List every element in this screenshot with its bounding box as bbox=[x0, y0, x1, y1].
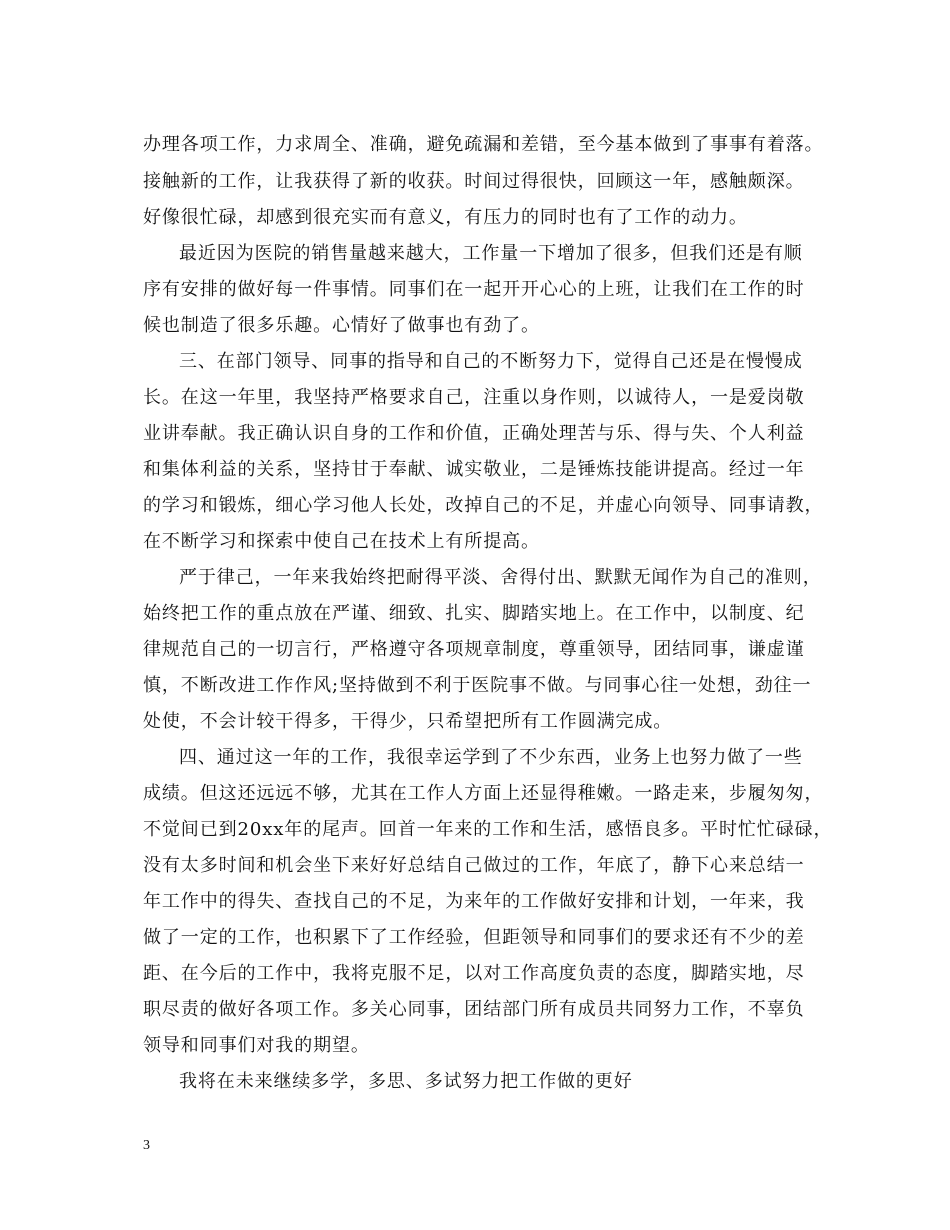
text-line: 接触新的工作，让我获得了新的收获。时间过得很快，回顾这一年，感触颇深。 bbox=[143, 171, 805, 192]
text-line: 职尽责的做好各项工作。多关心同事，团结部门所有成员共同努力工作，不辜负 bbox=[143, 999, 805, 1020]
page-number: 3 bbox=[143, 1138, 150, 1153]
text-line: 成绩。但这还远远不够，尤其在工作人方面上还显得稚嫩。一路走来，步履匆匆， bbox=[143, 783, 824, 804]
paragraph-first-line: 最近因为医院的销售量越来越大，工作量一下增加了很多，但我们还是有顺 bbox=[179, 243, 803, 264]
text-line: 慎，不断改进工作作风;坚持做到不利于医院事不做。与同事心往一处想，劲往一 bbox=[143, 675, 812, 696]
paragraph-first-line: 三、在部门领导、同事的指导和自己的不断努力下，觉得自己还是在慢慢成 bbox=[179, 351, 803, 372]
text-line: 做了一定的工作，也积累下了工作经验，但距领导和同事们的要求还有不少的差 bbox=[143, 927, 805, 948]
text-line: 领导和同事们对我的期望。 bbox=[143, 1035, 370, 1056]
text-line: 律规范自己的一切言行，严格遵守各项规章制度，尊重领导，团结同事，谦虚谨 bbox=[143, 639, 805, 660]
text-line: 的学习和锻炼，细心学习他人长处，改掉自己的不足，并虚心向领导、同事请教， bbox=[143, 495, 824, 516]
text-line: 办理各项工作，力求周全、准确，避免疏漏和差错，至今基本做到了事事有着落。 bbox=[143, 134, 824, 155]
paragraph-first-line: 我将在未来继续多学，多思、多试努力把工作做的更好 bbox=[179, 1071, 633, 1092]
paragraph-first-line: 四、通过这一年的工作，我很幸运学到了不少东西，业务上也努力做了一些 bbox=[179, 747, 803, 768]
text-line: 长。在这一年里，我坚持严格要求自己，注重以身作则，以诚待人，一是爱岗敬 bbox=[143, 387, 805, 408]
text-line: 没有太多时间和机会坐下来好好总结自己做过的工作，年底了，静下心来总结一 bbox=[143, 855, 805, 876]
text-line: 距、在今后的工作中，我将克服不足，以对工作高度负责的态度，脚踏实地，尽 bbox=[143, 963, 805, 984]
text-line: 序有安排的做好每一件事情。同事们在一起开开心心的上班，让我们在工作的时 bbox=[143, 279, 805, 300]
paragraph-first-line: 严于律己，一年来我始终把耐得平淡、舍得付出、默默无闻作为自己的准则， bbox=[179, 567, 822, 588]
text-line: 好像很忙碌，却感到很充实而有意义，有压力的同时也有了工作的动力。 bbox=[143, 207, 748, 228]
text-line: 始终把工作的重点放在严谨、细致、扎实、脚踏实地上。在工作中，以制度、纪 bbox=[143, 603, 805, 624]
text-line: 候也制造了很多乐趣。心情好了做事也有劲了。 bbox=[143, 315, 540, 336]
text-line: 年工作中的得失、查找自己的不足，为来年的工作做好安排和计划，一年来，我 bbox=[143, 891, 805, 912]
text-line: 处使，不会计较干得多，干得少，只希望把所有工作圆满完成。 bbox=[143, 711, 673, 732]
text-line: 业讲奉献。我正确认识自身的工作和价值，正确处理苦与乐、得与失、个人利益 bbox=[143, 423, 805, 444]
text-line: 和集体利益的关系，坚持甘于奉献、诚实敬业，二是锤炼技能讲提高。经过一年 bbox=[143, 459, 805, 480]
text-line: 在不断学习和探索中使自己在技术上有所提高。 bbox=[143, 531, 540, 552]
text-line: 不觉间已到20xx年的尾声。回首一年来的工作和生活，感悟良多。平时忙忙碌碌， bbox=[143, 819, 833, 840]
